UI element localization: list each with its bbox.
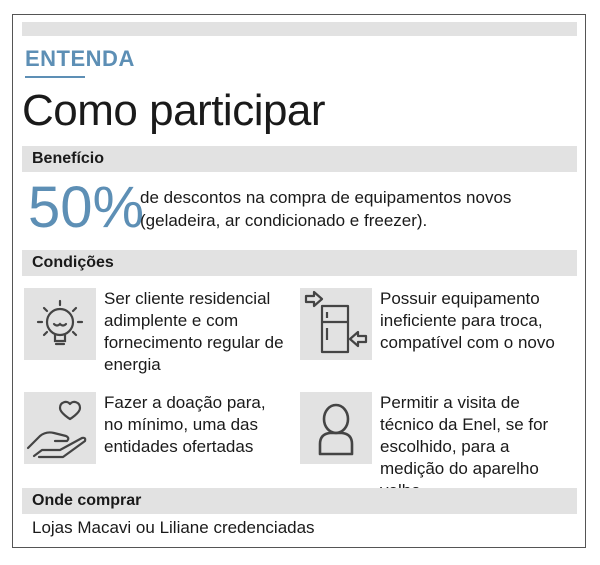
section-heading-where: Onde comprar bbox=[22, 488, 577, 514]
heart-hand-icon bbox=[24, 392, 96, 464]
benefit-description: de descontos na compra de equipamentos novos (geladeira, ar condicionado e freezer). bbox=[140, 188, 512, 230]
person-icon bbox=[300, 392, 372, 464]
condition-2-text: Possuir equipamento ineficiente para troca, compatível com o novo bbox=[380, 289, 555, 352]
section-heading-conditions: Condições bbox=[22, 250, 577, 276]
lightbulb-icon bbox=[24, 288, 96, 360]
where-to-buy-text: Lojas Macavi ou Liliane credenciadas bbox=[32, 518, 315, 537]
kicker: ENTENDA bbox=[25, 46, 135, 71]
condition-3-text: Fazer a doação para, no mínimo, uma das entidades ofertadas bbox=[104, 393, 266, 456]
refrigerator-swap-icon bbox=[300, 288, 372, 360]
kicker-rule bbox=[25, 76, 85, 78]
section-heading-benefit: Benefício bbox=[22, 146, 577, 172]
page-title: Como participar bbox=[22, 86, 326, 135]
benefit-percent: 50% bbox=[28, 175, 145, 240]
condition-4-text: Permitir a visita de técnico da Enel, se for escolhido, para a medição do aparelho bbox=[380, 393, 549, 478]
top-decorative-bar bbox=[22, 22, 577, 36]
condition-1-text: Ser cliente residencial adimplente e com fornecimento regular de energia bbox=[104, 289, 284, 374]
